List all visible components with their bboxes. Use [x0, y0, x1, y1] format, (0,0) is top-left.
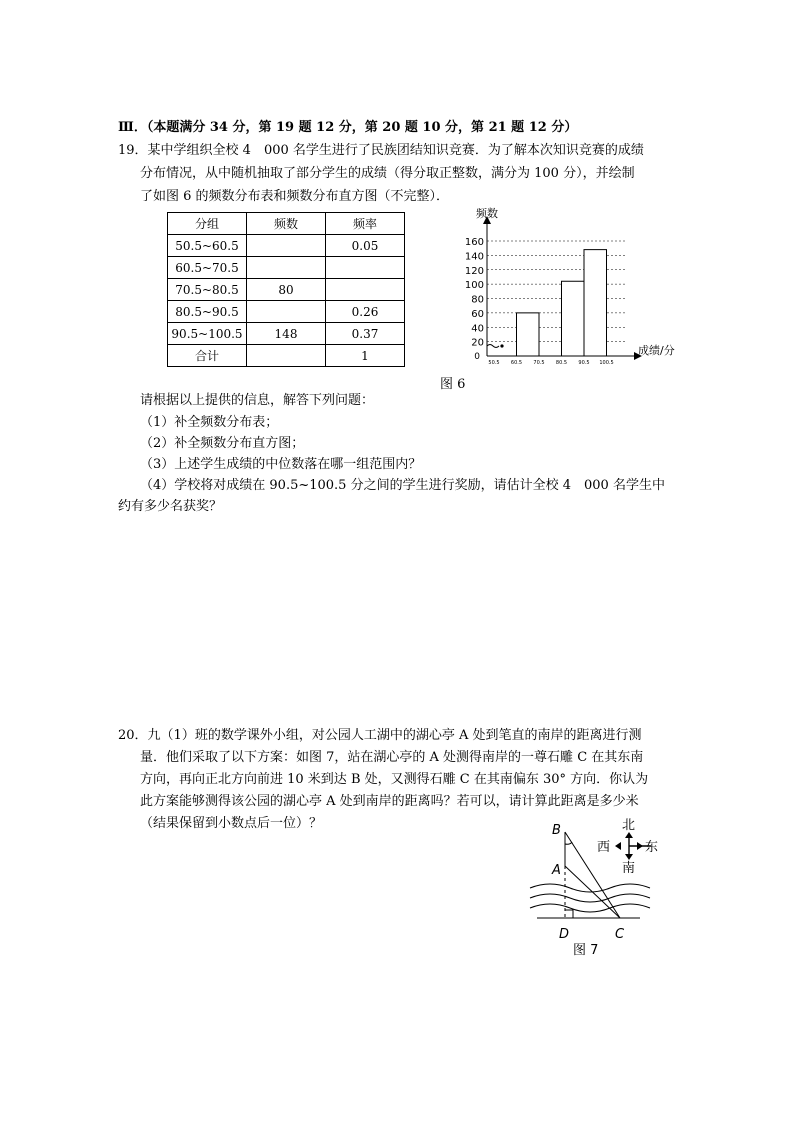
x-tick-label: 90.5	[578, 360, 590, 366]
table-cell: 80.5~90.5	[168, 301, 247, 323]
compass-east-label: 东	[645, 840, 659, 855]
table-cell: 60.5~70.5	[168, 257, 247, 279]
label-A: A	[552, 863, 561, 878]
histogram-bar	[517, 313, 540, 356]
y-tick-label: 20	[471, 337, 484, 349]
q20-line-5: （结果保留到小数点后一位）？	[140, 816, 323, 831]
angle-arc-mark	[565, 842, 572, 844]
table-cell: 80	[247, 279, 326, 301]
label-D: D	[559, 927, 570, 942]
q19-sub-1: （1）补全频数分布表；	[140, 415, 279, 430]
west-arrow-icon	[615, 842, 621, 850]
table-row	[168, 301, 405, 323]
y-tick-labels	[465, 237, 484, 349]
table-cell	[326, 279, 405, 301]
compass-north-label: 北	[622, 818, 636, 833]
y-tick-label: 160	[464, 237, 484, 248]
origin-label: 0	[474, 352, 480, 362]
table-cell: 0.05	[326, 235, 405, 257]
y-tick-label: 120	[464, 265, 484, 277]
chart-xlabel: 成绩/分	[638, 344, 675, 357]
q20-line-4: 此方案能够测得该公园的湖心亭 A 处到南岸的距离吗？若可以，请计算此距离是多少米	[140, 794, 639, 809]
y-tick-label: 80	[471, 294, 484, 306]
q19-line-1: 19．某中学组织全校 4 000 名学生进行了民族团结知识竞赛．为了解本次知识竞赛的成绩	[118, 143, 644, 158]
right-angle-mark	[565, 910, 573, 918]
q19-prompt: 请根据以上提供的信息，解答下列问题：	[140, 393, 375, 408]
q20-line-2: 量．他们采取了以下方案：如图 7，站在湖心亭的 A 处测得南岸的一尊石雕 C 在其东南	[140, 750, 644, 765]
table-cell: 70.5~80.5	[168, 279, 247, 301]
table-row	[168, 323, 405, 345]
table-cell	[247, 235, 326, 257]
wave-line	[530, 884, 650, 892]
q20-line-3: 方向，再向正北方向前进 10 米到达 B 处，又测得石雕 C 在其南偏东 30° 方向．你认为	[140, 772, 649, 787]
x-tick-label: 50.5	[488, 360, 500, 366]
table-header-cell: 分组	[168, 213, 247, 235]
q19-line-3: 了如图 6 的频数分布表和频数分布直方图（不完整）．	[140, 189, 450, 204]
x-tick-label: 60.5	[510, 360, 523, 366]
table-cell: 0.26	[326, 301, 405, 323]
table-header-row	[168, 213, 405, 235]
axis-break-mark	[487, 345, 499, 348]
chart-ylabel: 频数	[476, 207, 498, 220]
frequency-table	[167, 212, 405, 367]
y-tick-label: 40	[471, 323, 484, 335]
q19-sub-4-line-1: （4）学校将对成绩在 90.5~100.5 分之间的学生进行奖励，请估计全校 4 000 名学生中	[140, 478, 665, 493]
label-C: C	[615, 927, 625, 942]
axis-break-dot	[500, 344, 503, 347]
x-tick-labels	[488, 360, 613, 366]
table-cell: 90.5~100.5	[168, 323, 247, 345]
table-row	[168, 345, 405, 367]
table-cell: 148	[247, 323, 326, 345]
table-cell	[326, 257, 405, 279]
east-arrow-icon	[637, 842, 643, 850]
y-tick-label: 140	[464, 251, 484, 263]
frequency-histogram	[450, 200, 700, 370]
table-cell	[247, 301, 326, 323]
figure-7-caption: 图 7	[573, 943, 599, 958]
table-cell: 0.37	[326, 323, 405, 345]
table-header-cell: 频数	[247, 213, 326, 235]
q19-sub-3: （3）上述学生成绩的中位数落在哪一组范围内？	[140, 457, 422, 472]
table-cell: 1	[326, 345, 405, 367]
histogram-bar	[562, 281, 585, 356]
q19-sub-4-line-2: 约有多少名获奖？	[118, 499, 223, 514]
table-cell	[247, 345, 326, 367]
x-tick-label: 70.5	[533, 360, 545, 366]
table-cell	[247, 257, 326, 279]
table-header-cell: 频率	[326, 213, 405, 235]
label-B: B	[552, 823, 561, 838]
x-tick-label: 80.5	[555, 360, 568, 366]
table-row	[168, 257, 405, 279]
figure-6-caption: 图 6	[440, 377, 466, 392]
y-tick-label: 60	[471, 308, 484, 320]
section-header: Ⅲ．（本题满分 34 分，第 19 题 12 分，第 20 题 10 分，第 21 题 12 分）	[118, 120, 578, 135]
chart-bars	[517, 250, 607, 356]
q20-line-1: 20．九（1）班的数学课外小组，对公园人工湖中的湖心亭 A 处到笔直的南岸的距离进行测	[118, 728, 642, 743]
south-arrow-icon	[625, 854, 633, 860]
segment-BC	[565, 832, 620, 918]
histogram-bar	[584, 250, 607, 356]
figure-7-diagram	[525, 810, 705, 960]
wave-line	[530, 904, 650, 912]
q19-line-2: 分布情况，从中随机抽取了部分学生的成绩（得分取正整数，满分为 100 分），并绘制	[140, 166, 635, 181]
y-tick-label: 100	[464, 280, 484, 292]
table-cell: 50.5~60.5	[168, 235, 247, 257]
table-row	[168, 279, 405, 301]
table-cell: 合计	[168, 345, 247, 367]
compass-west-label: 西	[597, 840, 611, 855]
x-tick-label: 100.5	[599, 360, 614, 366]
compass-south-label: 南	[622, 861, 636, 876]
table-row	[168, 235, 405, 257]
q19-sub-2: （2）补全频数分布直方图；	[140, 436, 305, 451]
wave-line	[530, 894, 650, 902]
